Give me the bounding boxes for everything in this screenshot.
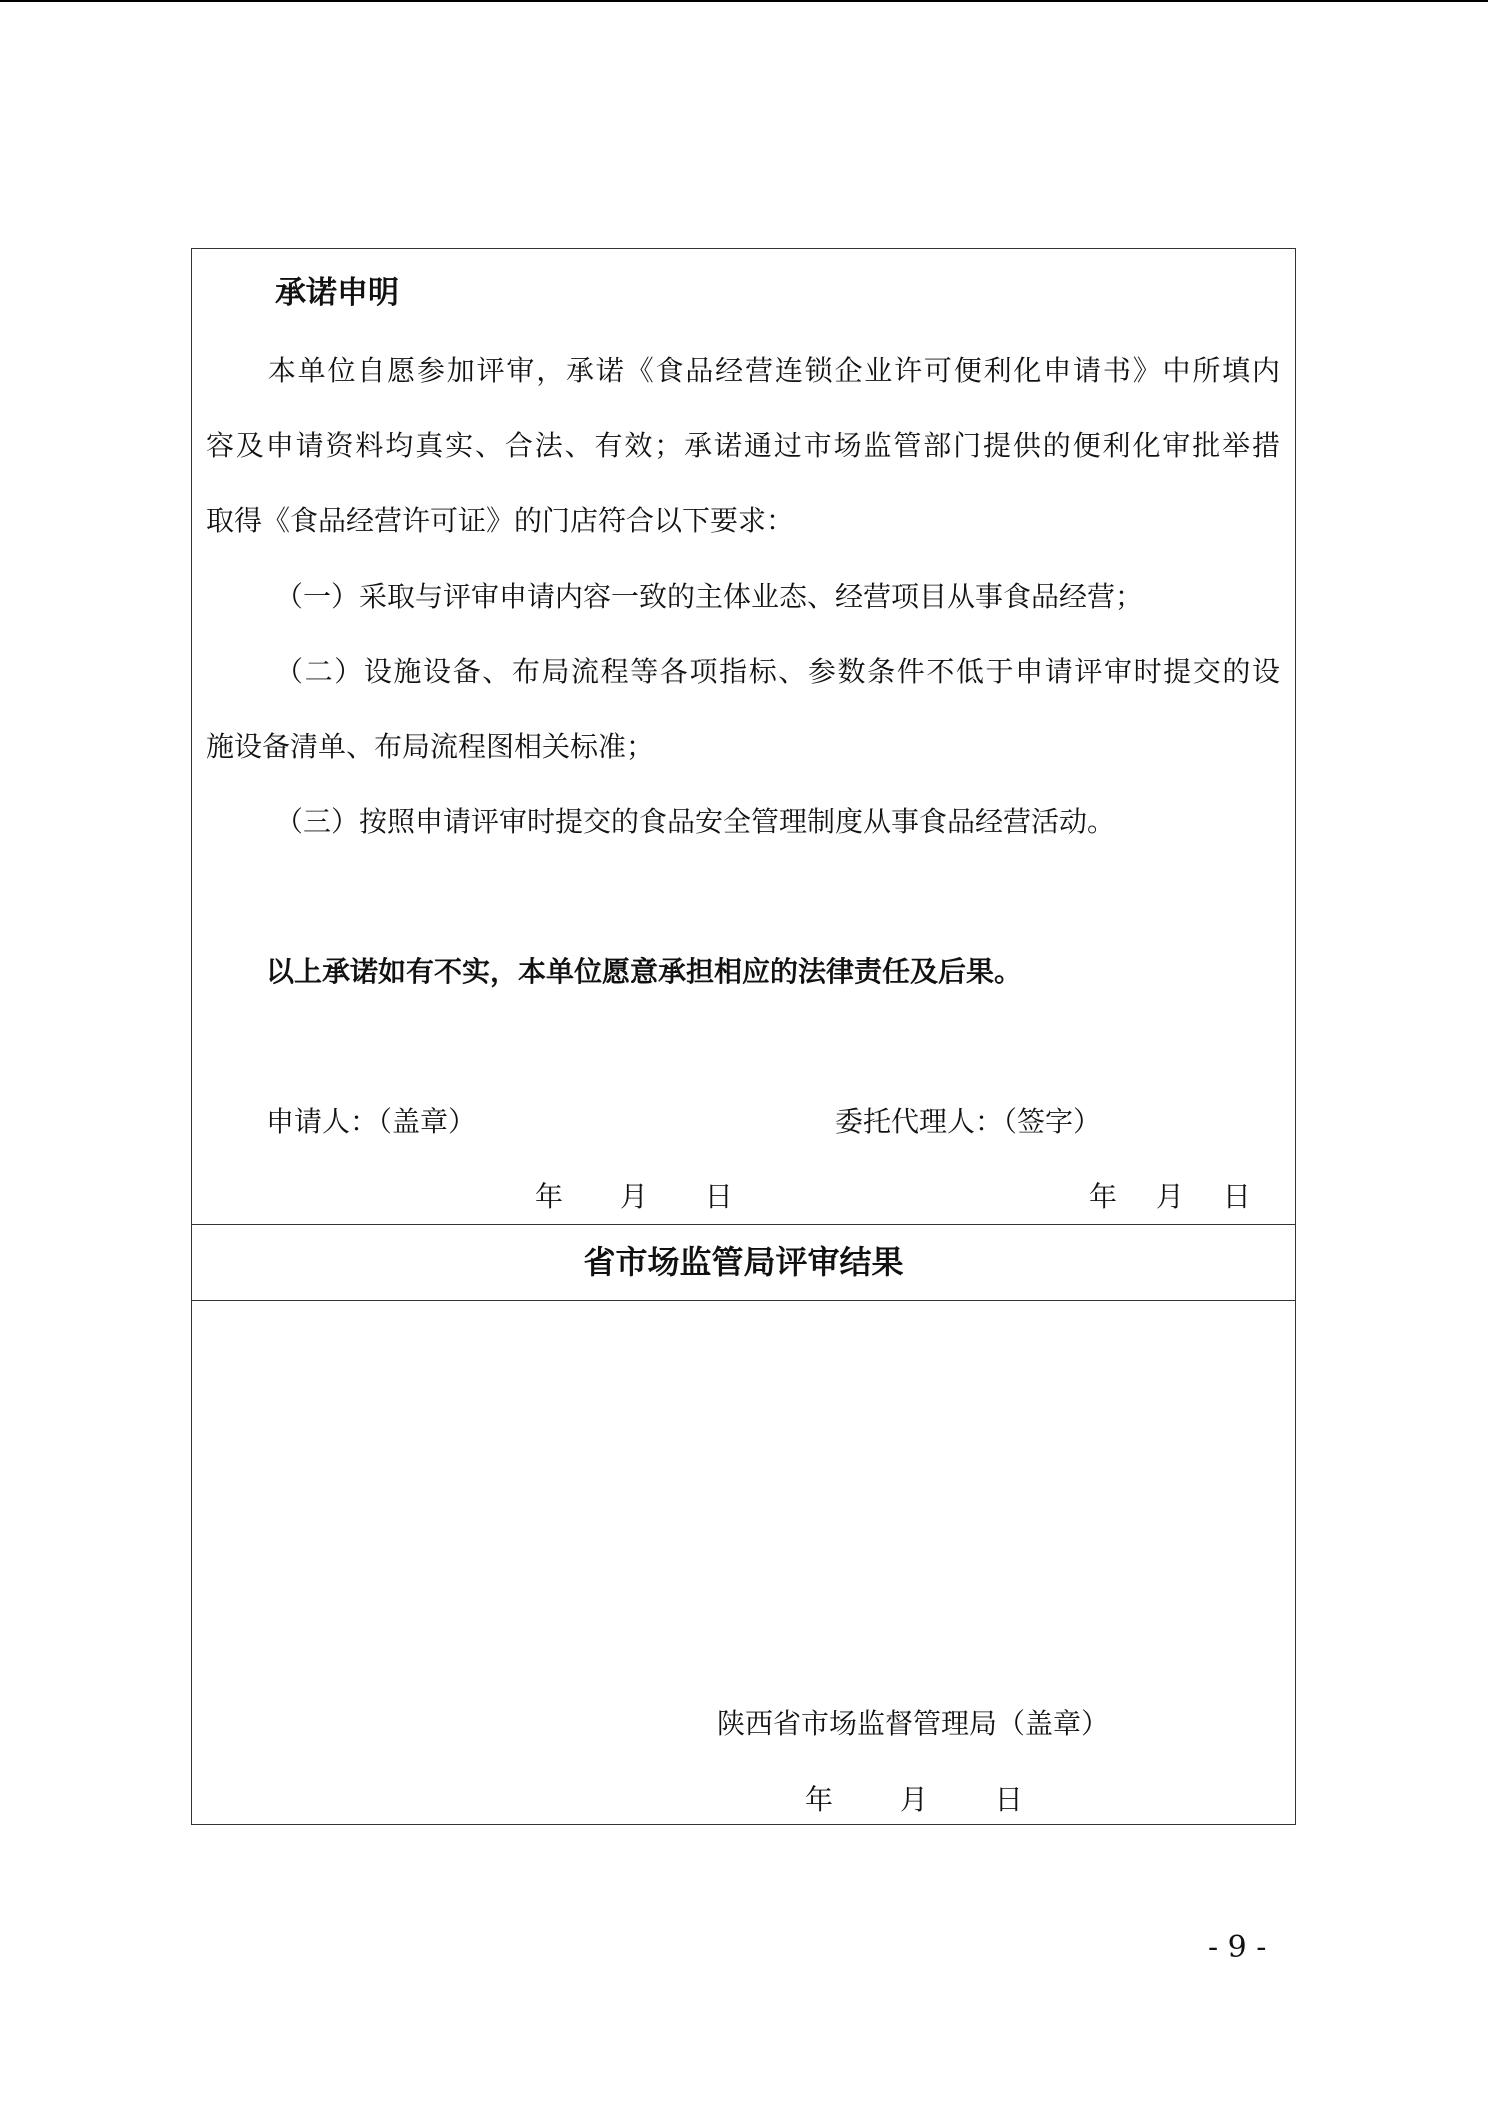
requirement-item-2-line-2: 施设备清单、布局流程图相关标准； (206, 730, 655, 763)
intro-line-1 (206, 353, 1280, 389)
applicant-date: 年 月 日 (535, 1180, 733, 1213)
agent-date: 年 月 日 (1089, 1180, 1251, 1213)
page-number: - 9 - (1208, 1930, 1267, 1965)
agent-signature-label: 委托代理人：（签字） (835, 1105, 1102, 1138)
requirement-item-1: （一）采取与评审申请内容一致的主体业态、经营项目从事食品经营； (275, 580, 1144, 613)
intro-line-2: 容及申请资料均真实、合法、有效；承诺通过市场监管部门提供的便利化审批举措 (206, 429, 1280, 462)
liability-statement: 以上承诺如有不实，本单位愿意承担相应的法律责任及后果。 (266, 955, 1023, 988)
intro-line-1-text: 本单位自愿参加评审，承诺《食品经营连锁企业许可便利化申请书》中所填内 (266, 354, 1280, 387)
intro-line-3: 取得《食品经营许可证》的门店符合以下要求： (206, 504, 795, 537)
review-result-header (192, 1224, 1295, 1300)
section-divider-bottom (192, 1300, 1295, 1301)
requirement-item-2-line-1: （二）设施设备、布局流程等各项指标、参数条件不低于申请评审时提交的设 (275, 655, 1280, 688)
commitment-form-table (191, 248, 1296, 1825)
declaration-title: 承诺申明 (275, 275, 399, 311)
authority-seal-label: 陕西省市场监督管理局（盖章） (717, 1707, 1110, 1740)
review-result-title: 省市场监管局评审结果 (583, 1243, 904, 1281)
top-border-line (0, 0, 1488, 2)
applicant-seal-label: 申请人：（盖章） (266, 1105, 477, 1138)
review-date: 年 月 日 (805, 1783, 1023, 1816)
requirement-item-3: （三）按照申请评审时提交的食品安全管理制度从事食品经营活动。 (275, 805, 1116, 838)
